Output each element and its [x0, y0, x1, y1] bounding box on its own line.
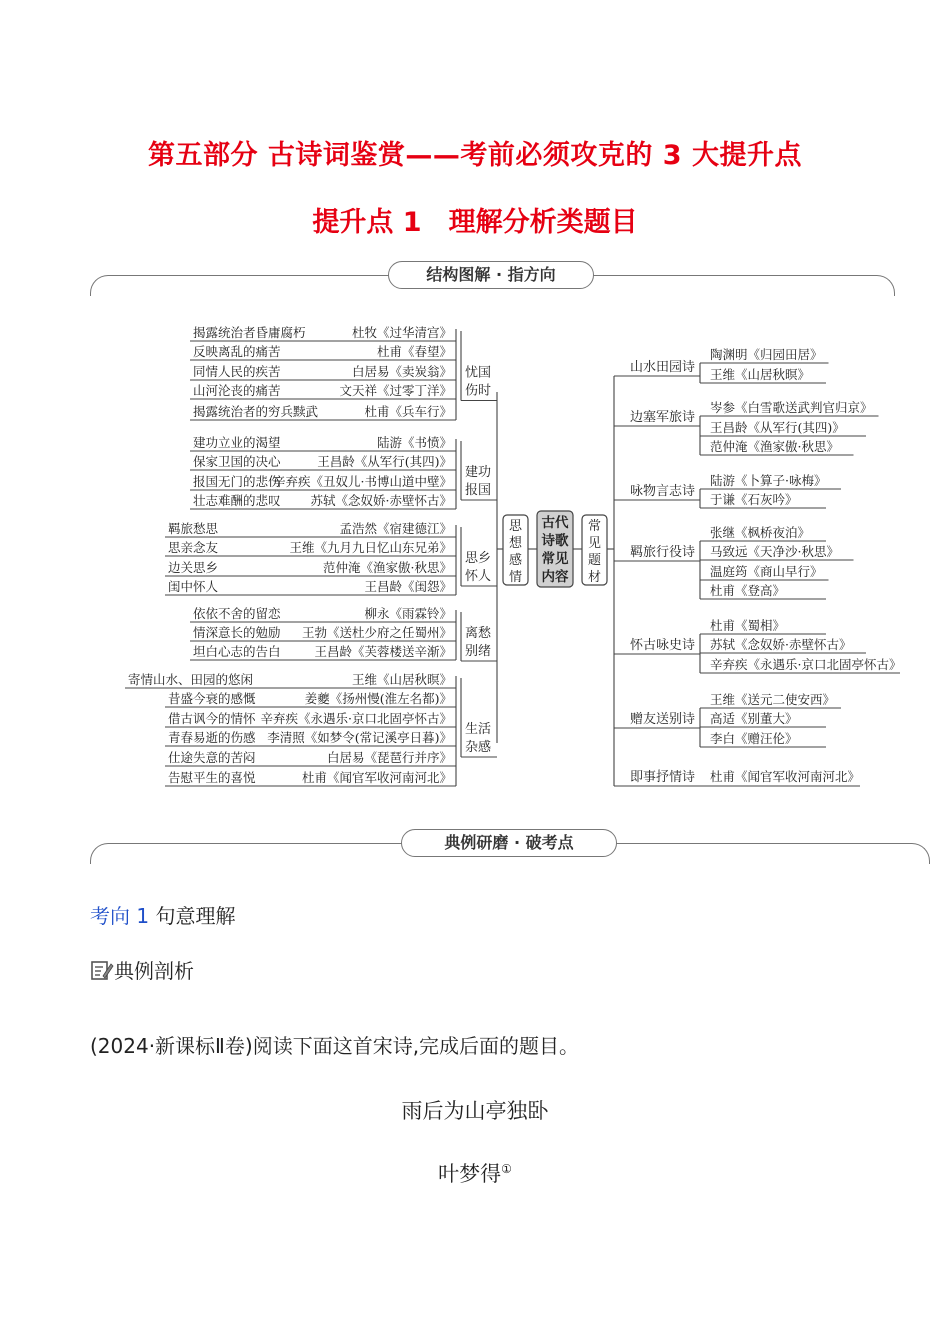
- poem-author-line: [0, 1158, 950, 1188]
- theme-text: 保家卫国的决心: [193, 454, 281, 469]
- genre-poem: 温庭筠《商山早行》: [710, 564, 823, 579]
- left-label-text: 想: [508, 536, 523, 551]
- theme-text: 寄情山水、田园的悠闲: [128, 672, 254, 687]
- theme-text: 仕途失意的苦闷: [168, 750, 256, 765]
- genre-poem: 辛弃疾《永遇乐·京口北固亭怀古》: [710, 657, 902, 672]
- theme-text: 情深意长的勉励: [193, 625, 281, 640]
- theme-text: 边关思乡: [168, 560, 219, 575]
- genre-label: 怀古咏史诗: [630, 638, 696, 653]
- dianli-heading: [90, 955, 194, 984]
- question-intro: (2024·新课标Ⅱ卷)阅读下面这首宋诗,完成后面的题目。: [90, 1034, 580, 1058]
- poem-source: 杜甫《春望》: [376, 344, 452, 359]
- group-label: 伤时: [464, 383, 492, 399]
- genre-label: 边塞军旅诗: [630, 410, 696, 425]
- poem-source: 杜甫《闻官军收河南河北》: [301, 770, 452, 785]
- poem-source: 王昌龄《闺怨》: [364, 579, 452, 594]
- poem-source: 辛弃疾《永遇乐·京口北固亭怀古》: [260, 711, 452, 726]
- genre-label: 羁旅行役诗: [630, 545, 696, 560]
- genre-label: 赠友送别诗: [630, 712, 696, 727]
- genre-poem: 王维《送元二使安西》: [710, 692, 836, 707]
- center-text: 常见: [541, 551, 569, 567]
- poem-source: 王昌龄《从军行(其四)》: [317, 454, 452, 469]
- group-label: 思乡: [464, 551, 492, 566]
- theme-text: 昔盛今衰的感慨: [168, 691, 256, 706]
- poem-source: 王昌龄《芙蓉楼送辛渐》: [314, 644, 452, 659]
- poem-source: 李清照《如梦令(常记溪亭日暮)》: [267, 730, 452, 745]
- poem-source: 白居易《琵琶行并序》: [326, 750, 452, 765]
- theme-text: 揭露统治者昏庸腐朽: [193, 325, 306, 340]
- genre-poem: 于谦《石灰吟》: [710, 492, 798, 507]
- notebook-pencil-icon: [90, 959, 114, 981]
- poem-source: 王维《山居秋暝》: [351, 672, 452, 687]
- genre-poem: 李白《赠汪伦》: [710, 731, 798, 746]
- theme-text: 同情人民的疾苦: [193, 364, 281, 379]
- genre-poem: 王昌龄《从军行(其四)》: [710, 420, 845, 435]
- left-label-text: 思: [508, 519, 523, 534]
- part-title: 第五部分 古诗词鉴赏——考前必须攻克的 3 大提升点: [148, 140, 802, 171]
- center-text: 诗歌: [541, 533, 569, 549]
- theme-text: 揭露统治者的穷兵黩武: [193, 404, 319, 419]
- genre-poem: 杜甫《蜀相》: [710, 618, 786, 633]
- poem-source: 辛弃疾《丑奴儿·书博山道中壁》: [273, 474, 452, 489]
- genre-label: 山水田园诗: [630, 360, 696, 375]
- genre-poem: 范仲淹《渔家傲·秋思》: [710, 439, 839, 454]
- genre-poem: 陆游《卜算子·咏梅》: [710, 473, 827, 488]
- poem-source: 王勃《送杜少府之任蜀州》: [301, 625, 452, 640]
- right-label-text: 常: [587, 519, 602, 534]
- poem-source: 陆游《书愤》: [376, 435, 452, 450]
- theme-text: 建功立业的渴望: [193, 435, 281, 450]
- footnote-marker: ①: [501, 1162, 512, 1176]
- kaoxiang-prefix: 考向 1: [90, 904, 150, 928]
- poem-source: 杜牧《过华清宫》: [351, 325, 452, 340]
- section-label-structure: 结构图解 · 指方向: [388, 261, 594, 289]
- theme-text: 壮志难酬的悲叹: [193, 493, 281, 508]
- theme-text: 报国无门的悲伤: [193, 474, 281, 489]
- dianli-label: 典例剖析: [114, 959, 194, 983]
- poem-author: 叶梦得: [438, 1162, 502, 1186]
- genre-label: 即事抒情诗: [630, 770, 696, 785]
- right-label-text: 题: [587, 553, 602, 568]
- poem-source: 姜夔《扬州慢(淮左名都)》: [304, 691, 452, 706]
- theme-text: 青春易逝的伤感: [168, 730, 256, 745]
- genre-poem: 杜甫《闻官军收河南河北》: [710, 769, 861, 784]
- poem-title: 雨后为山亭独卧: [401, 1099, 549, 1123]
- kaoxiang-heading: [90, 900, 235, 929]
- section-title: 提升点 1 理解分析类题目: [312, 207, 638, 238]
- poem-source: 苏轼《念奴娇·赤壁怀古》: [310, 493, 452, 508]
- genre-label: 咏物言志诗: [630, 484, 696, 499]
- right-label-text: 材: [587, 570, 602, 585]
- group-label: 忧国: [464, 365, 492, 381]
- right-label-text: 见: [587, 536, 602, 551]
- genre-poem: 岑参《白雪歌送武判官归京》: [710, 400, 873, 415]
- center-text: 内容: [541, 569, 569, 585]
- theme-text: 借古讽今的情怀: [168, 711, 256, 726]
- poem-source: 杜甫《兵车行》: [364, 404, 452, 419]
- theme-text: 坦白心志的告白: [193, 644, 281, 659]
- poem-source: 王维《九月九日忆山东兄弟》: [289, 540, 452, 555]
- genre-poem: 苏轼《念奴娇·赤壁怀古》: [710, 637, 852, 652]
- theme-text: 反映离乱的痛苦: [193, 344, 281, 359]
- genre-poem: 杜甫《登高》: [710, 583, 786, 598]
- theme-text: 山河沦丧的痛苦: [193, 383, 281, 398]
- group-label: 建功: [464, 465, 492, 480]
- group-label: 报国: [464, 483, 492, 498]
- poem-source: 范仲淹《渔家傲·秋思》: [323, 560, 452, 575]
- poem-source: 孟浩然《宿建德江》: [339, 521, 452, 536]
- genre-poem: 张继《枫桥夜泊》: [710, 525, 811, 540]
- group-label: 怀人: [464, 569, 492, 584]
- poem-source: 柳永《雨霖铃》: [364, 606, 452, 621]
- section-label-examples: 典例研磨 · 破考点: [401, 829, 617, 857]
- poem-source: 文天祥《过零丁洋》: [339, 383, 452, 398]
- theme-text: 告慰平生的喜悦: [168, 770, 256, 785]
- left-label-text: 感: [508, 553, 523, 568]
- group-label: 离愁: [464, 626, 492, 641]
- group-label: 别绪: [464, 644, 492, 659]
- group-label: 杂感: [464, 740, 492, 755]
- theme-text: 依依不舍的留恋: [193, 606, 281, 621]
- genre-poem: 马致远《天净沙·秋思》: [710, 544, 839, 559]
- center-text: 古代: [541, 515, 569, 531]
- theme-text: 思亲念友: [168, 540, 219, 555]
- group-label: 生活: [464, 722, 492, 737]
- poem-source: 白居易《卖炭翁》: [351, 364, 452, 379]
- genre-poem: 王维《山居秋暝》: [710, 367, 811, 382]
- genre-poem: 陶渊明《归园田居》: [710, 347, 823, 362]
- theme-text: 羁旅愁思: [168, 521, 219, 536]
- left-label-text: 情: [508, 570, 523, 585]
- genre-poem: 高适《别董大》: [710, 711, 798, 726]
- theme-text: 闺中怀人: [168, 579, 219, 594]
- kaoxiang-text: 句意理解: [155, 904, 236, 928]
